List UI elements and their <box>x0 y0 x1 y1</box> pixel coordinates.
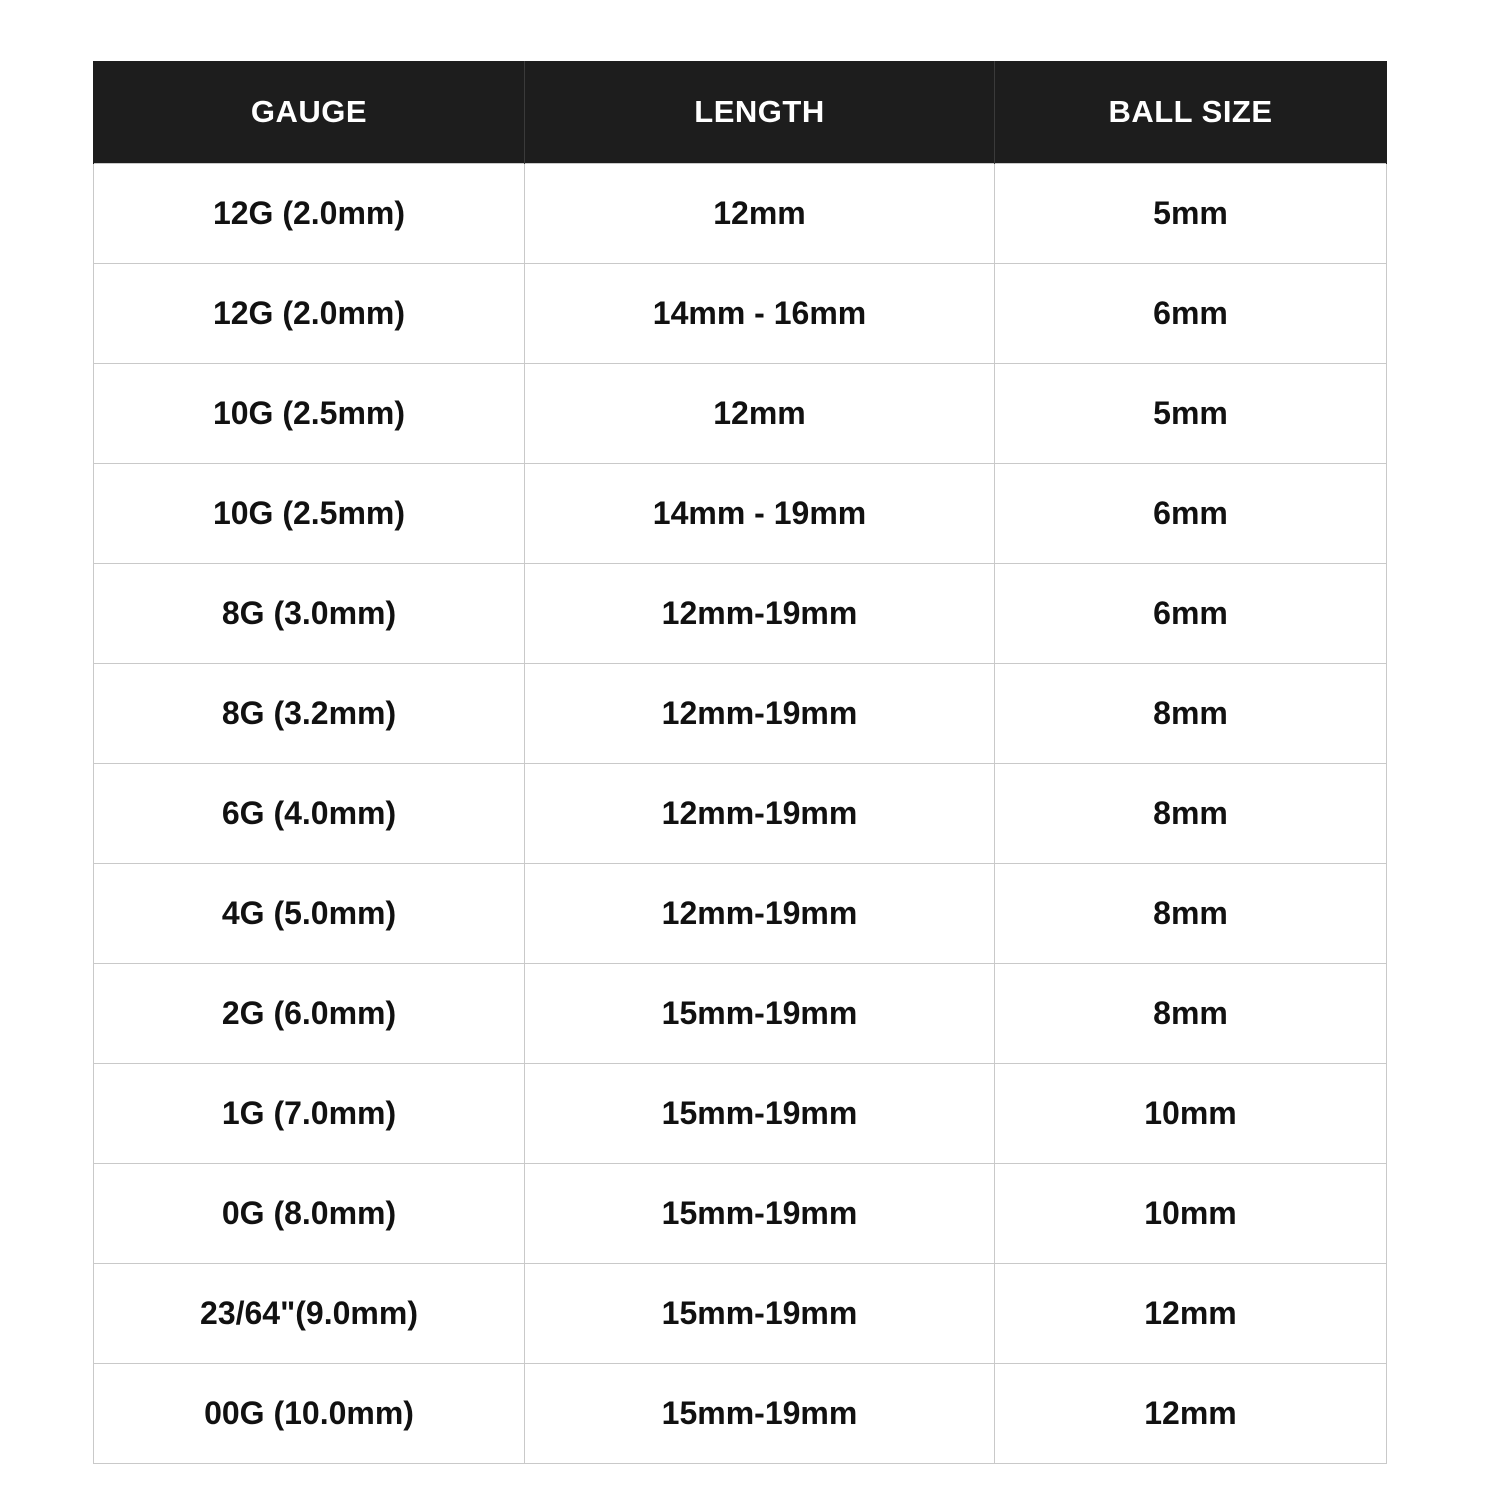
cell-length: 12mm-19mm <box>525 764 995 864</box>
header-length: LENGTH <box>525 61 995 164</box>
cell-gauge: 12G (2.0mm) <box>94 164 525 264</box>
cell-ball-size: 5mm <box>995 364 1387 464</box>
cell-length: 15mm-19mm <box>525 1264 995 1364</box>
cell-gauge: 10G (2.5mm) <box>94 464 525 564</box>
cell-ball-size: 6mm <box>995 464 1387 564</box>
cell-ball-size: 8mm <box>995 964 1387 1064</box>
table-row <box>94 664 1387 764</box>
cell-gauge: 4G (5.0mm) <box>94 864 525 964</box>
cell-gauge: 23/64"(9.0mm) <box>94 1264 525 1364</box>
header-row <box>94 61 1387 164</box>
cell-length: 15mm-19mm <box>525 1164 995 1264</box>
table-row <box>94 864 1387 964</box>
cell-ball-size: 12mm <box>995 1264 1387 1364</box>
cell-ball-size: 6mm <box>995 264 1387 364</box>
cell-ball-size: 10mm <box>995 1064 1387 1164</box>
cell-ball-size: 8mm <box>995 764 1387 864</box>
cell-gauge: 0G (8.0mm) <box>94 1164 525 1264</box>
table-row <box>94 1364 1387 1464</box>
cell-length: 15mm-19mm <box>525 1064 995 1164</box>
header-ball-size: BALL SIZE <box>995 61 1387 164</box>
table-row <box>94 964 1387 1064</box>
table-row <box>94 764 1387 864</box>
cell-gauge: 8G (3.0mm) <box>94 564 525 664</box>
cell-length: 15mm-19mm <box>525 964 995 1064</box>
table-row <box>94 164 1387 264</box>
cell-ball-size: 12mm <box>995 1364 1387 1464</box>
cell-length: 12mm-19mm <box>525 864 995 964</box>
cell-length: 14mm - 16mm <box>525 264 995 364</box>
table-row <box>94 364 1387 464</box>
cell-length: 15mm-19mm <box>525 1364 995 1464</box>
cell-ball-size: 8mm <box>995 864 1387 964</box>
cell-gauge: 1G (7.0mm) <box>94 1064 525 1164</box>
cell-ball-size: 5mm <box>995 164 1387 264</box>
cell-length: 12mm-19mm <box>525 564 995 664</box>
header-gauge: GAUGE <box>94 61 525 164</box>
cell-length: 14mm - 19mm <box>525 464 995 564</box>
cell-gauge: 12G (2.0mm) <box>94 264 525 364</box>
cell-gauge: 00G (10.0mm) <box>94 1364 525 1464</box>
cell-gauge: 2G (6.0mm) <box>94 964 525 1064</box>
cell-gauge: 10G (2.5mm) <box>94 364 525 464</box>
cell-length: 12mm-19mm <box>525 664 995 764</box>
table-body <box>94 164 1387 1464</box>
table-row <box>94 464 1387 564</box>
cell-ball-size: 8mm <box>995 664 1387 764</box>
table-row <box>94 1164 1387 1264</box>
cell-length: 12mm <box>525 164 995 264</box>
cell-gauge: 6G (4.0mm) <box>94 764 525 864</box>
size-chart-table <box>93 61 1387 1464</box>
cell-length: 12mm <box>525 364 995 464</box>
table-row <box>94 1264 1387 1364</box>
table-row <box>94 1064 1387 1164</box>
cell-ball-size: 6mm <box>995 564 1387 664</box>
table-row <box>94 564 1387 664</box>
cell-gauge: 8G (3.2mm) <box>94 664 525 764</box>
table-header <box>94 61 1387 164</box>
cell-ball-size: 10mm <box>995 1164 1387 1264</box>
table-row <box>94 264 1387 364</box>
